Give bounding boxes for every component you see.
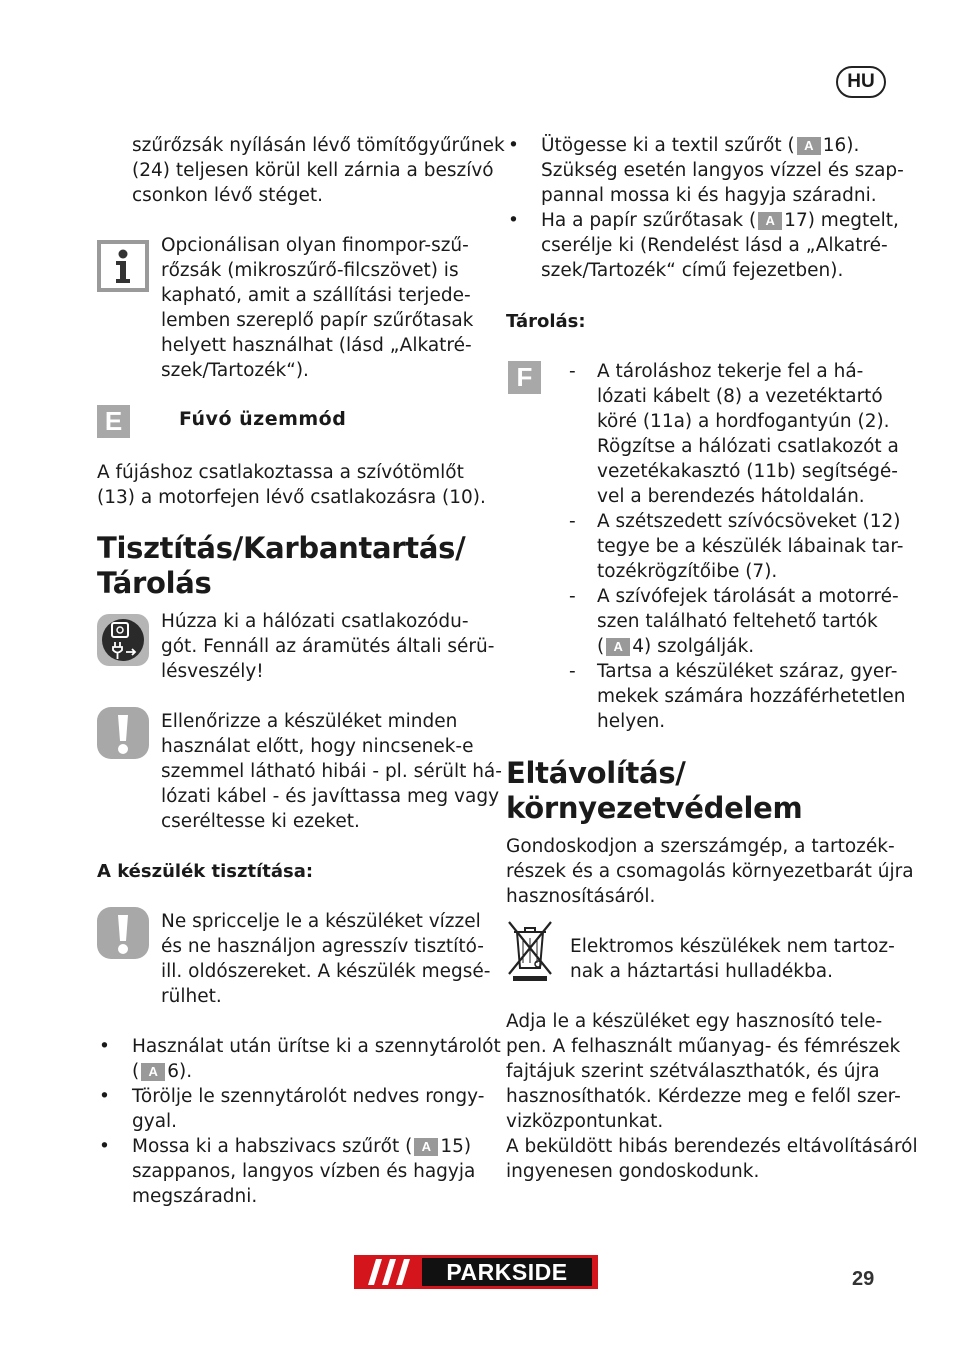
text-line: nak a háztartási hulladékba. bbox=[570, 961, 833, 982]
text-line: fajtájuk szerint szétválaszthatók, és újra bbox=[506, 1061, 880, 1082]
text-line: Adja le a készüléket egy hasznosító tele- bbox=[506, 1011, 883, 1032]
text-line: szemmel látható hibái - pl. sérült há- bbox=[161, 761, 502, 782]
text-line: rőzsák (mikroszűrő-filcszövet) is bbox=[161, 260, 459, 281]
cleaning-subtitle: A készülék tisztítása: bbox=[97, 861, 314, 882]
logo-stripes-icon bbox=[360, 1259, 418, 1285]
text-line: Használat után ürítse ki a szennytárolót bbox=[132, 1036, 501, 1057]
figure-a-badge: A bbox=[141, 1063, 165, 1081]
text-line: gót. Fennáll az áramütés általi sérü- bbox=[161, 636, 495, 657]
text-line: mekek számára hozzáférhetetlen bbox=[597, 686, 906, 707]
text-line: A tároláshoz tekerje fel a há- bbox=[597, 361, 864, 382]
list-item bbox=[569, 359, 899, 509]
warning-icon bbox=[97, 707, 149, 763]
blow-mode-title: Fúvó üzemmód bbox=[179, 408, 347, 430]
text-line: ( A 4) szolgálják. bbox=[597, 636, 755, 657]
section-e-marker: E bbox=[97, 405, 130, 438]
text-line: helyett használhat (lásd „Alkatré- bbox=[161, 335, 472, 356]
text-line: tegye be a készülék lábainak tar- bbox=[597, 536, 904, 557]
bullet-icon: • bbox=[508, 210, 519, 231]
bullet-icon: • bbox=[99, 1086, 110, 1107]
list-item bbox=[99, 1134, 482, 1209]
text-line: szűrőzsák nyílásán lévő tömítőgyűrűnek bbox=[132, 135, 505, 156]
text-line: köré (11a) a hordfogantyún (2). bbox=[597, 411, 890, 432]
text-line: Rögzítse a hálózati csatlakozót a bbox=[597, 436, 899, 457]
text-line: Gondoskodjon a szerszámgép, a tartozék- bbox=[506, 836, 895, 857]
text-line: A beküldött hibás berendezés eltávolításáról bbox=[506, 1136, 918, 1157]
figure-a-badge: A bbox=[758, 212, 782, 230]
page-number: 29 bbox=[852, 1268, 875, 1290]
logo-text-box bbox=[422, 1258, 592, 1286]
text-line: rülhet. bbox=[161, 986, 222, 1007]
text-line: cseréltesse ki ezeket. bbox=[161, 811, 360, 832]
text-line: (13) a motorfejen lévő csatlakozásra (10). bbox=[97, 487, 486, 508]
figure-a-badge: A bbox=[414, 1138, 438, 1156]
text-line: Törölje le szennytárolót nedves rongy- bbox=[132, 1086, 485, 1107]
heading-line: környezetvédelem bbox=[506, 791, 803, 825]
list-item bbox=[569, 509, 904, 584]
text-line: és ne használjon agresszív tisztító- bbox=[161, 936, 484, 957]
disposal-heading bbox=[506, 756, 802, 826]
figure-a-badge: A bbox=[606, 638, 630, 656]
list-item bbox=[569, 584, 899, 659]
text-line: használat előtt, hogy nincsenek-e bbox=[161, 736, 474, 757]
text-line: lózati kábelt (8) a vezetéktartó bbox=[597, 386, 883, 407]
text-line: tozékrögzítőibe (7). bbox=[597, 561, 778, 582]
info-note bbox=[161, 233, 473, 383]
text-line: Opcionálisan olyan finompor-szű- bbox=[161, 235, 469, 256]
text-line: cserélje ki (Rendelést lásd a „Alkatré- bbox=[541, 235, 888, 256]
text-line: gyal. bbox=[132, 1111, 178, 1132]
dash-marker: - bbox=[569, 661, 576, 682]
heading-line: Eltávolítás/ bbox=[506, 756, 686, 790]
text-line: Húzza ki a hálózati csatlakozódu- bbox=[161, 611, 469, 632]
bullet-icon: • bbox=[99, 1036, 110, 1057]
weee-text bbox=[570, 934, 895, 984]
text-line: Ellenőrizze a készüléket minden bbox=[161, 711, 458, 732]
list-item bbox=[99, 1084, 485, 1134]
text-line: kapható, amit a szállítási terjede- bbox=[161, 285, 471, 306]
text-line: hasznosíthatók. Kérdezze meg e felől szer- bbox=[506, 1086, 901, 1107]
list-item bbox=[569, 659, 906, 734]
text-line: ingyenesen gondoskodunk. bbox=[506, 1161, 760, 1182]
section-f-marker: F bbox=[508, 361, 541, 394]
storage-title: Tárolás: bbox=[506, 311, 586, 332]
heading-line: Tárolás bbox=[97, 566, 212, 600]
text-line: pen. A felhasznált műanyag- és fémrészek bbox=[506, 1036, 901, 1057]
list-item bbox=[508, 133, 904, 208]
text-line: Tartsa a készüléket száraz, gyer- bbox=[597, 661, 898, 682]
cleaning-heading bbox=[97, 531, 465, 601]
filter-bullets bbox=[508, 133, 904, 283]
text-line: szek/Tartozék“ című fejezetben). bbox=[541, 260, 844, 281]
warning-icon bbox=[97, 907, 149, 963]
dash-marker: - bbox=[569, 511, 576, 532]
heading-line: Tisztítás/Karbantartás/ bbox=[97, 531, 466, 565]
text-line: Elektromos készülékek nem tartoz- bbox=[570, 936, 895, 957]
text-line: lózati kábel - és javíttassa meg vagy bbox=[161, 786, 500, 807]
list-item bbox=[99, 1034, 501, 1084]
text-line: részek és a csomagolás környezetbarát újra bbox=[506, 861, 914, 882]
text-line: vel a berendezés hátoldalán. bbox=[597, 486, 865, 507]
unplug-warning bbox=[161, 609, 494, 684]
text-line: szen található feltehető tartók bbox=[597, 611, 878, 632]
environment-text bbox=[506, 834, 914, 909]
brand-name: PARKSIDE bbox=[446, 1259, 568, 1285]
crossed-bin-icon bbox=[505, 918, 555, 986]
info-icon bbox=[97, 240, 149, 296]
filter-seal-text bbox=[132, 133, 505, 208]
text-line: szek/Tartozék“). bbox=[161, 360, 309, 381]
text-line: Ütögesse ki a textil szűrőt ( A 16). bbox=[541, 135, 860, 156]
text-line: pannal mossa ki és hagyja száradni. bbox=[541, 185, 877, 206]
storage-list bbox=[569, 359, 906, 734]
cleaning-bullets bbox=[99, 1034, 501, 1209]
bullet-icon: • bbox=[508, 135, 519, 156]
text-line: megszáradni. bbox=[132, 1186, 258, 1207]
text-line: (24) teljesen körül kell zárnia a beszívó bbox=[132, 160, 494, 181]
water-warning bbox=[161, 909, 490, 1009]
text-line: Mossa ki a habszivacs szűrőt ( A 15) bbox=[132, 1136, 472, 1157]
text-line: hasznosításáról. bbox=[506, 886, 656, 907]
text-line: Ne spriccelje le a készüléket vízzel bbox=[161, 911, 481, 932]
bullet-icon: • bbox=[99, 1136, 110, 1157]
language-badge: HU bbox=[836, 66, 886, 98]
text-line: A szétszedett szívócsöveket (12) bbox=[597, 511, 901, 532]
unplug-icon bbox=[97, 614, 149, 670]
text-line: A fújáshoz csatlakoztassa a szívótömlőt bbox=[97, 462, 464, 483]
figure-a-badge: A bbox=[797, 137, 821, 155]
inspection-warning bbox=[161, 709, 502, 834]
dash-marker: - bbox=[569, 361, 576, 382]
text-line: lésveszély! bbox=[161, 661, 264, 682]
text-line: A szívófejek tárolását a motorré- bbox=[597, 586, 899, 607]
text-line: ill. oldószereket. A készülék megsé- bbox=[161, 961, 491, 982]
text-line: helyen. bbox=[597, 711, 666, 732]
text-line: lemben szereplő papír szűrőtasak bbox=[161, 310, 474, 331]
blow-text bbox=[97, 460, 486, 510]
text-line: Szükség esetén langyos vízzel és szap- bbox=[541, 160, 904, 181]
text-line: Ha a papír szűrőtasak ( A 17) megtelt, bbox=[541, 210, 899, 231]
list-item bbox=[508, 208, 901, 283]
text-line: vezetékakasztó (11b) segítségé- bbox=[597, 461, 898, 482]
disposal-text bbox=[506, 1009, 918, 1184]
dash-marker: - bbox=[569, 586, 576, 607]
text-line: ( A 6). bbox=[132, 1061, 193, 1082]
parkside-logo bbox=[354, 1255, 598, 1289]
text-line: vizközpontunkat. bbox=[506, 1111, 664, 1132]
text-line: csonkon lévő stéget. bbox=[132, 185, 324, 206]
text-line: szappanos, langyos vízben és hagyja bbox=[132, 1161, 476, 1182]
